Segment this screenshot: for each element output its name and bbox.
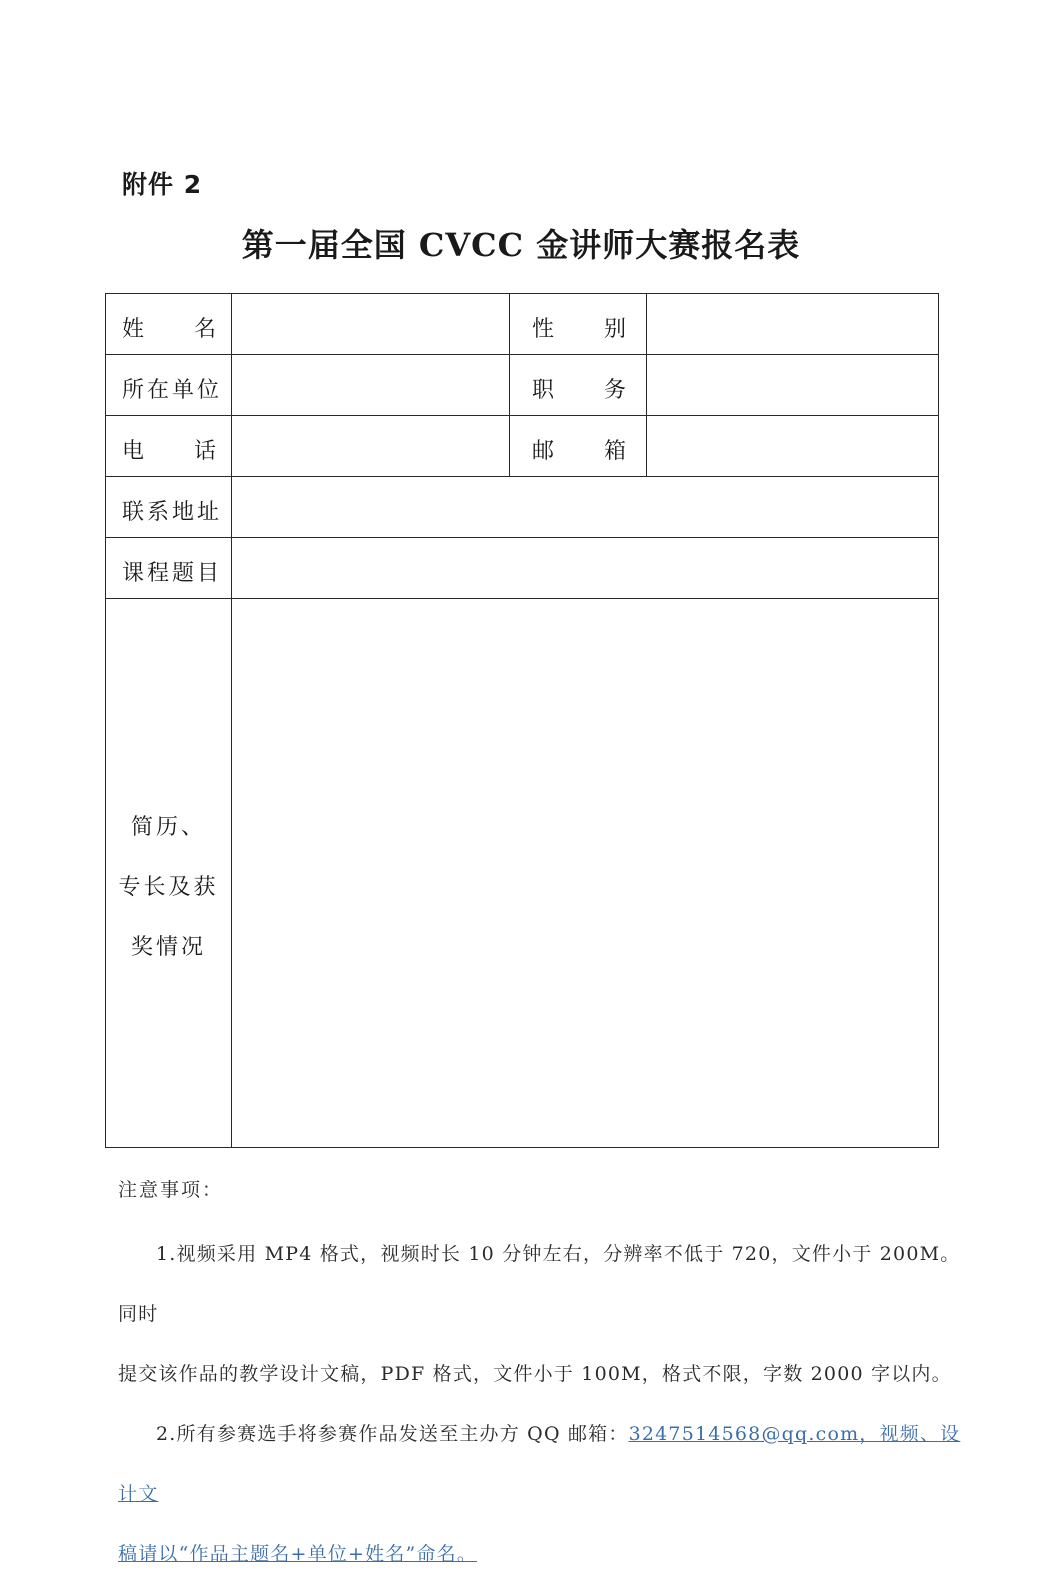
- email-field[interactable]: [647, 416, 939, 477]
- note-item-2-line-2: [118, 1524, 978, 1584]
- email-label: 邮 箱: [510, 416, 647, 477]
- gender-field[interactable]: [647, 294, 939, 355]
- resume-field[interactable]: [232, 599, 939, 1148]
- notes-section: [118, 1175, 978, 1584]
- unit-field[interactable]: [232, 355, 510, 416]
- name-field[interactable]: [232, 294, 510, 355]
- row-course: [106, 538, 939, 599]
- gender-label: 性 别: [510, 294, 647, 355]
- unit-label: 所在单位: [106, 355, 232, 416]
- row-phone-email: [106, 416, 939, 477]
- email-link-continued[interactable]: 稿请以“作品主题名+单位+姓名”命名。: [118, 1543, 478, 1565]
- row-address: [106, 477, 939, 538]
- course-label: 课程题目: [106, 538, 232, 599]
- row-unit-position: [106, 355, 939, 416]
- notes-heading: 注意事项：: [118, 1179, 224, 1201]
- address-label: 联系地址: [106, 477, 232, 538]
- course-field[interactable]: [232, 538, 939, 599]
- attachment-label: 附件 2: [122, 170, 203, 199]
- row-name-gender: [106, 294, 939, 355]
- note-item-2-line-1: [118, 1404, 978, 1524]
- name-label: 姓 名: [106, 294, 232, 355]
- note-item-2-prefix: 2.所有参赛选手将参赛作品发送至主办方 QQ 邮箱：: [156, 1423, 629, 1445]
- form-title: 第一届全国 CVCC 金讲师大赛报名表: [241, 226, 801, 264]
- resume-label: 简历、 专长及获 奖情况: [106, 599, 232, 1148]
- row-resume: [106, 599, 939, 1148]
- registration-table: [105, 293, 939, 1148]
- position-field[interactable]: [647, 355, 939, 416]
- address-field[interactable]: [232, 477, 939, 538]
- note-item-1-line-1: 1.视频采用 MP4 格式，视频时长 10 分钟左右，分辨率不低于 720，文件小于 200M。同时: [118, 1243, 961, 1325]
- phone-field[interactable]: [232, 416, 510, 477]
- email-link[interactable]: 3247514568@qq.com，视频、设计文: [118, 1423, 961, 1505]
- phone-label: 电 话: [106, 416, 232, 477]
- note-item-1-line-2: 提交该作品的教学设计文稿，PDF 格式，文件小于 100M，格式不限，字数 2000 字以内。: [118, 1363, 952, 1385]
- position-label: 职 务: [510, 355, 647, 416]
